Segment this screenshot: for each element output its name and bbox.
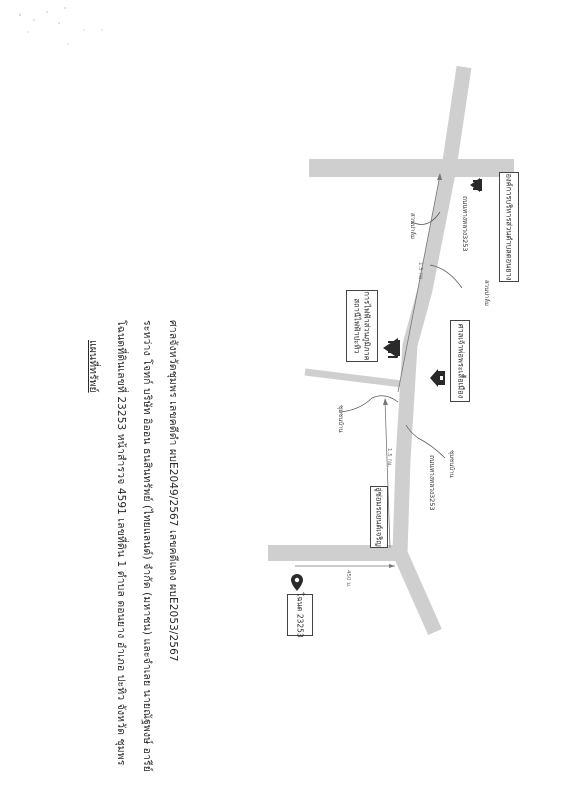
distance-label-3: 450 ม. <box>345 570 351 588</box>
government-building-icon <box>470 178 482 192</box>
side-road <box>305 372 410 385</box>
power-station-line1: การไฟฟ้าส่วนภูมิภาค <box>363 291 372 361</box>
office-label: องค์การบริหารส่วนตำบลดอนยาง <box>499 172 519 282</box>
property-label: โฉนด 23253 <box>287 594 313 636</box>
road-name-lower: ถนนทางหลวง3253 <box>428 455 436 511</box>
power-station-line2: สถานีไฟฟ้าปะทิว <box>353 298 362 354</box>
building-icon <box>383 338 400 358</box>
community-label-2: ชุมชนบ้าน <box>448 450 455 478</box>
repair-shop-label: อู่ซ่อมรถยนต์เจริญ <box>370 486 388 548</box>
palm-label-2: สวนปาล์ม <box>483 280 490 306</box>
scan-specks <box>19 7 102 44</box>
power-station-label <box>346 290 378 362</box>
distance-label-2: 1.5 กม. <box>417 262 423 282</box>
court-line: ศาลจังหวัดชุมพร เลขคดีดำ ผบE2049/2567 เลขคดีแดง ผบE2053/2567 <box>167 320 179 662</box>
deed-line: โฉนดที่ดินเลขที่ 23253 หน้าสำรวจ 4591 เลขที่ดิน 1 ตำบล ดอนยาง อำเภอ ปะทิว จังหวัด ชุมพร <box>115 320 127 766</box>
palm-label-1: สวนปาล์ม <box>409 213 416 239</box>
shrine-label: ศาลเจ้าพ่อพระเสื้อเมือง <box>450 320 470 402</box>
road-name-upper: ถนนทางหลวง3253 <box>461 196 469 252</box>
pin-icon <box>291 574 303 591</box>
distance-label-1: 1.5 กม. <box>386 448 392 468</box>
map-title: แผนที่ทรัพย์ <box>87 340 99 393</box>
house-icon <box>430 369 445 387</box>
parties-line: ระหว่าง โจทก์ บริษัท อิออน ธนสินทรัพย์ (ไทยแลนด์) จำกัด (มหาชน) และจำเลย นายณัฐพงษ์ อารีย์ <box>141 320 153 773</box>
community-label-1: ชุมชนบ้าน <box>337 405 344 433</box>
